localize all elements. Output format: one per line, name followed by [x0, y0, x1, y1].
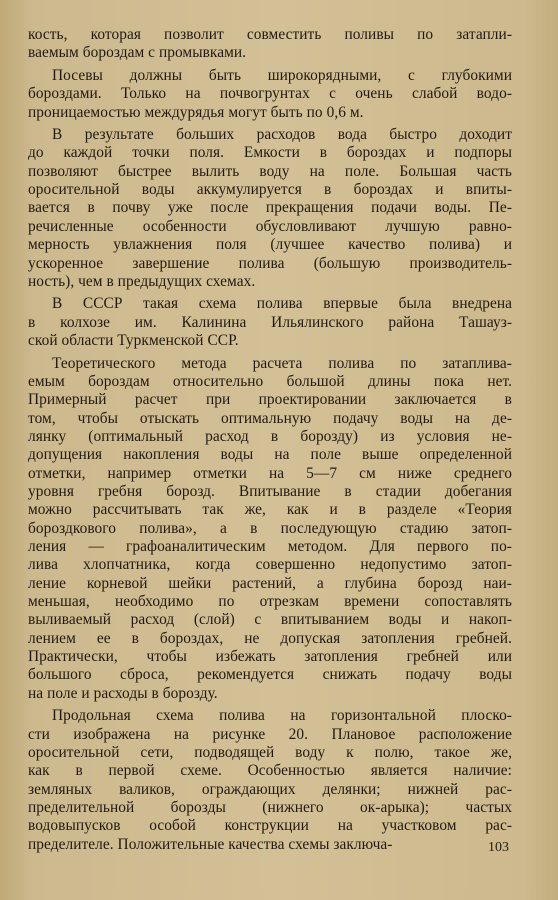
text-line: лянку (оптимальный расход в борозду) из условия не-: [28, 427, 512, 445]
paragraph: [28, 707, 512, 854]
text-line: Практически, чтобы избежать затопления гребней или: [28, 648, 512, 666]
text-line: уровня гребня борозд. Впитывание в стадии добегания: [28, 483, 512, 500]
text-line: пределительной борозды (нижнего ок-арыка); частых: [28, 799, 512, 817]
text-line: большого сброса, рекомендуется снижать подачу воды: [28, 666, 512, 684]
text-line: речисленные особенности обусловливают лучшую равно-: [28, 217, 512, 235]
text-line: емым бороздам относительно большой длины пока нет.: [28, 372, 512, 390]
text-line: земляных валиков, ограждающих делянки; нижней рас-: [28, 780, 512, 798]
text-line: пределителе. Положительные качества схемы заключа-: [28, 835, 393, 853]
text-line: ской области Туркменской ССР.: [28, 332, 239, 350]
paragraph: [28, 355, 512, 704]
text-line: оросительной сети, подводящей воду к полю, такое же,: [28, 744, 512, 761]
text-line: как в первой схеме. Особенностью является наличие:: [28, 762, 512, 780]
text-line: ускоренное завершение полива (большую производитель-: [28, 254, 512, 272]
text-line: бороздами. Только на почвогрунтах с очень слабой водо-: [28, 85, 512, 103]
text-line: Теоретического метода расчета полива по затаплива-: [52, 354, 512, 372]
text-line: в колхозе им. Калинина Ильялинского района Ташауз-: [28, 313, 512, 331]
text-line: В СССР такая схема полива впервые была внедрена: [52, 295, 512, 313]
paragraph: [28, 295, 512, 350]
text-line: на поле и расходы в борозду.: [28, 684, 218, 702]
text-line: проницаемостью междурядья могут быть по 0,6 м.: [28, 103, 364, 121]
text-line: Посевы должны быть широкорядными, с глубокими: [52, 66, 512, 84]
text-line: позволяют быстрее вылить воду на поле. Большая часть: [28, 162, 512, 180]
text-line: ление корневой шейки растений, а глубина борозд наи-: [28, 574, 512, 592]
text-line: бороздкового полива», а в последующую стадию затоп-: [28, 519, 512, 537]
text-line: меньшая, необходимо по отрезкам времени сопоставлять: [28, 593, 512, 611]
text-line: Примерный расчет при проектировании заключается в: [28, 391, 512, 409]
text-line: оросительной воды аккумулируется в бороздах и впиты-: [28, 181, 512, 199]
text-line: отметки, например отметки на 5—7 см ниже среднего: [28, 464, 512, 482]
text-line: мерность увлажнения поля (лучшее качество полива) и: [28, 236, 512, 254]
text-line: лением ее в бороздах, не допуская затопления гребней.: [28, 629, 512, 647]
text-line: допущения накопления воды на поле выше определенной: [28, 446, 512, 464]
text-line: вается в почву уже после прекращения подачи воды. Пе-: [28, 199, 512, 217]
text-line: сти изображена на рисунке 20. Плановое расположение: [28, 725, 512, 743]
text-line: ваемым бороздам с промывками.: [28, 44, 247, 62]
text-line: до каждой точки поля. Емкости в бороздах и подпоры: [28, 144, 512, 162]
text-line: Продольная схема полива на горизонтальной плоско-: [52, 707, 512, 725]
text-line: водовыпусков особой конструкции на участковом рас-: [28, 817, 512, 835]
paragraph: [28, 26, 512, 63]
text-line: можно рассчитывать так же, как и в разделе «Теория: [28, 501, 512, 519]
text-line: ность), чем в предыдущих схемах.: [28, 272, 256, 290]
body-text: [28, 26, 512, 858]
text-line: В результате больших расходов вода быстро доходит: [52, 126, 512, 144]
text-line: ления — графоаналитическим методом. Для первого по-: [28, 538, 512, 556]
text-line: выливаемый расход (слой) с впитыванием воды и накоп-: [28, 611, 512, 629]
text-line: том, чтобы отыскать оптимальную подачу воды на де-: [28, 409, 512, 427]
text-line: кость, которая позволит совместить поливы по затапли-: [28, 26, 512, 43]
paragraph: [28, 126, 512, 291]
text-line: лива хлопчатника, когда совершенно недопустимо затоп-: [28, 556, 512, 574]
paragraph: [28, 67, 512, 122]
page-number: 103: [488, 840, 509, 855]
